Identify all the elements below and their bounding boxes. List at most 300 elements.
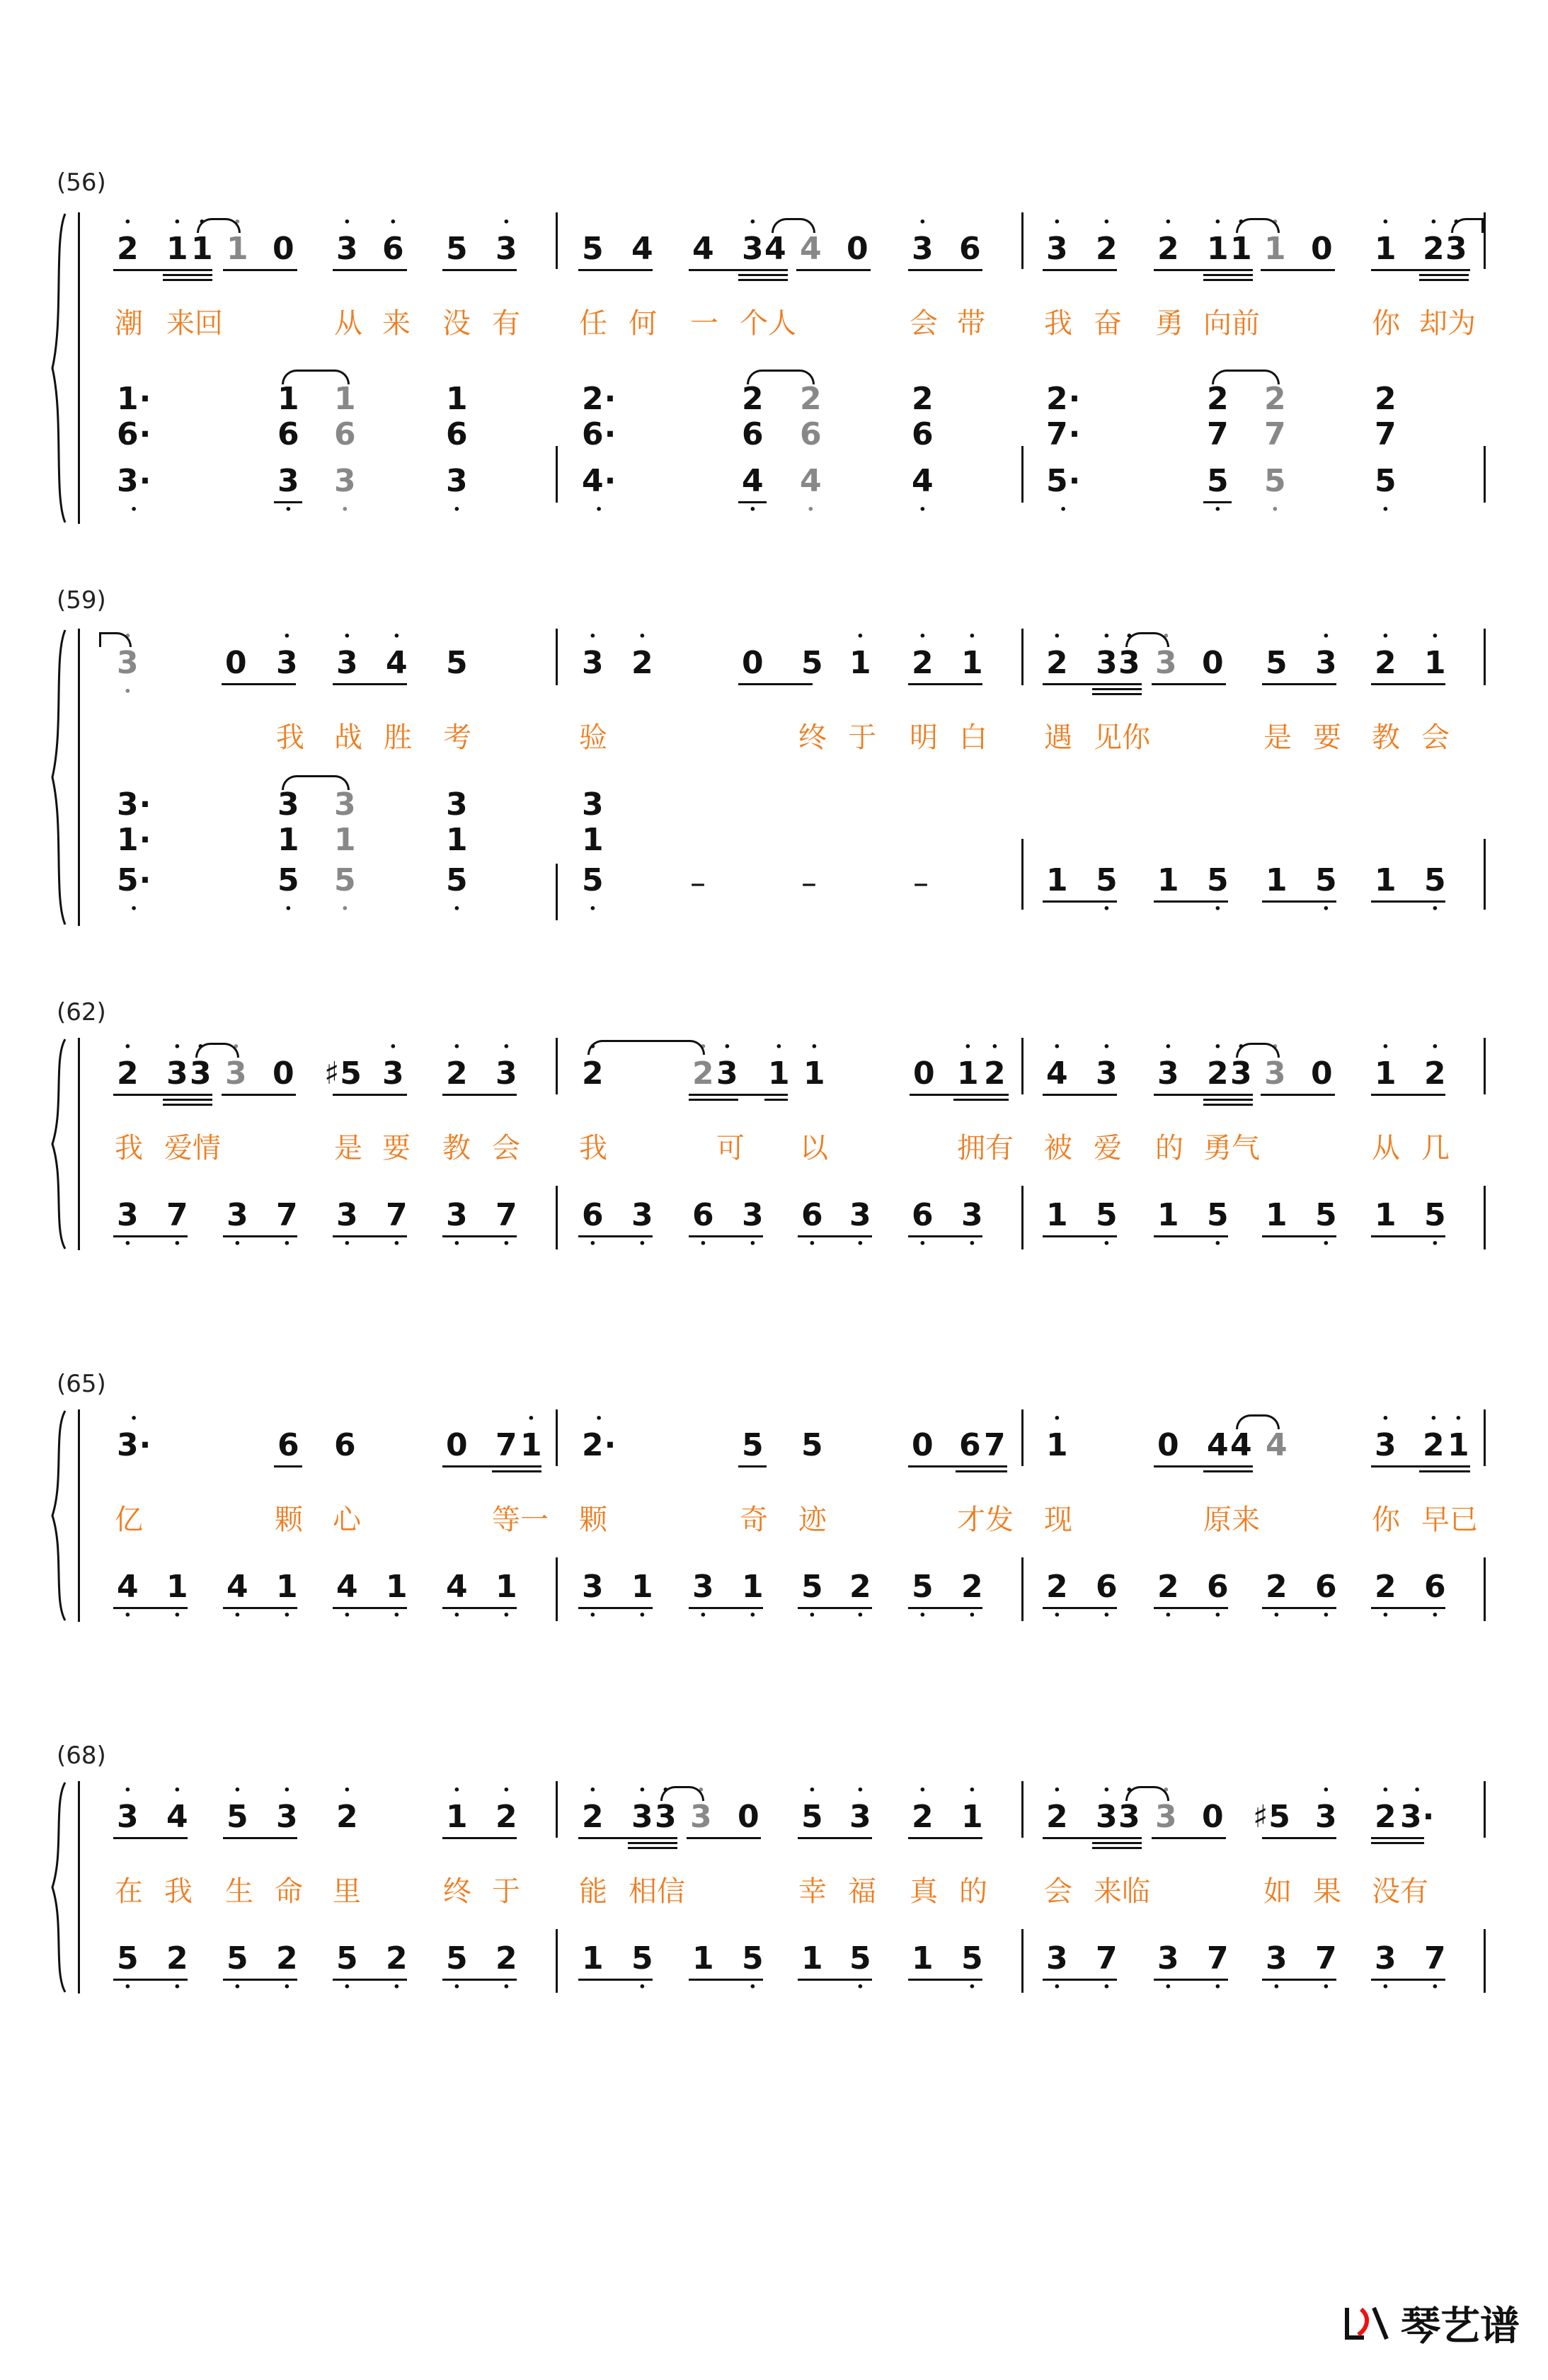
note: 4 [1266, 1427, 1288, 1463]
lyric: 勇 [1155, 307, 1183, 340]
beam [796, 269, 871, 271]
beam [1419, 279, 1469, 281]
bass-note: 1 • [276, 1572, 299, 1603]
lyric: 爱情 [164, 1132, 221, 1165]
note: 5 [582, 231, 604, 267]
lyric: 会 [1044, 1875, 1072, 1908]
note: • 3 [117, 1802, 139, 1833]
bass-note: 5 • [1315, 1200, 1338, 1231]
beam [163, 1104, 212, 1106]
note: • 2 [446, 1058, 469, 1089]
beam [163, 1099, 212, 1101]
note: • 2 [1157, 234, 1180, 265]
bass-row [0, 1940, 1548, 1986]
bass-note: 1 • [495, 1572, 518, 1603]
tie [1236, 1414, 1280, 1429]
beam [333, 1607, 407, 1609]
beam [113, 1607, 188, 1609]
lyric: 带 [957, 307, 985, 340]
beam [689, 269, 788, 271]
lyric: 原来 [1203, 1504, 1260, 1536]
lyric: 终 [443, 1875, 471, 1908]
bass-note: 2 [1207, 381, 1229, 417]
note: • 3· [1400, 1802, 1435, 1833]
bass-note: 6 [277, 416, 300, 452]
bass-row [0, 1569, 1548, 1614]
bass-note: 2 • [1046, 1572, 1069, 1603]
bass-note: 3 • [1046, 1943, 1069, 1974]
system-68 [0, 1741, 1548, 2010]
note: • 1 [1264, 234, 1287, 265]
beam [956, 1470, 1007, 1472]
lyrics-row [0, 1869, 1548, 1911]
note: 4 [1230, 1427, 1253, 1463]
beam [908, 683, 982, 685]
note: • 2 [631, 648, 654, 679]
note: 0 [913, 1055, 936, 1092]
bass-note: 1 [1157, 1197, 1180, 1233]
lyric: 你 [1372, 1504, 1400, 1536]
beam [689, 1979, 763, 1981]
lyric: 个人 [740, 307, 796, 340]
bass-note: 1 [1266, 862, 1288, 898]
note: • 2 [1424, 1058, 1447, 1089]
lyric: 教 [442, 1132, 471, 1165]
beam [1262, 1607, 1336, 1609]
bass-note: 1 [582, 1940, 604, 1976]
tie [1125, 632, 1169, 647]
bass-note: 3· • [117, 466, 151, 497]
lyric: 有 [492, 307, 520, 340]
note: • 6 [382, 234, 405, 265]
bass-note: 7 [1207, 416, 1229, 452]
beam [1154, 1979, 1228, 1981]
bass-note: 5 • [1207, 1200, 1229, 1231]
bass-note: 5 • [227, 1943, 249, 1974]
bass-note: 4· • [582, 466, 617, 497]
lyric: 没有 [1372, 1875, 1428, 1908]
beam [113, 1979, 188, 1981]
beam [798, 1837, 872, 1839]
note: • 3 [495, 234, 518, 265]
bass-note: 3 • [334, 466, 357, 497]
bass-note: 2· [1046, 381, 1082, 417]
lyric: 里 [333, 1875, 361, 1908]
bass-note: 5 • [336, 1943, 359, 1974]
bass-note: 3 • [446, 1200, 469, 1231]
bass-note: 1 [446, 822, 469, 858]
note: 0 [273, 1055, 295, 1092]
melody-row [0, 1799, 1548, 1844]
note: 6 [959, 231, 982, 267]
lyrics-row [0, 301, 1548, 343]
beam [1203, 274, 1253, 276]
beam [1203, 279, 1253, 281]
bass-note: 3 • [1157, 1943, 1180, 1974]
dash: – [690, 865, 706, 901]
bass-note: 5 • [446, 865, 469, 896]
bass-row-bottom [0, 463, 1548, 508]
note: 4 [764, 231, 787, 267]
beam [1203, 501, 1232, 503]
lyric: 被 [1044, 1132, 1072, 1165]
beam [908, 1465, 1007, 1468]
beam [1154, 1607, 1228, 1609]
tie [747, 370, 815, 384]
beam [442, 1235, 517, 1237]
note: • 4 [386, 648, 408, 679]
bass-note: 7 [1264, 416, 1287, 452]
bass-note: 7 • [386, 1200, 408, 1231]
tie [282, 775, 350, 790]
bass-note: 5 • [1207, 466, 1229, 497]
note: • 1 [1207, 234, 1229, 265]
beam [1371, 1979, 1445, 1981]
lyric: 拥有 [957, 1132, 1014, 1165]
note: • 3 [1445, 234, 1468, 265]
beam [1262, 1979, 1336, 1981]
lyric: 见你 [1094, 721, 1150, 754]
beam [1152, 683, 1226, 685]
lyric: 从 [334, 307, 362, 340]
beam [738, 279, 788, 281]
bass-note: 4 • [117, 1572, 139, 1603]
beam [1371, 1235, 1445, 1237]
beam [223, 1607, 297, 1609]
lyric: 我 [115, 1132, 143, 1165]
bass-note: 1 [1046, 1197, 1069, 1233]
note: 0 [225, 645, 248, 681]
tie [282, 370, 350, 384]
bass-note: 2 • [1266, 1572, 1288, 1603]
note: 0 [1202, 1799, 1225, 1835]
tie [587, 1040, 705, 1055]
bass-note: 1 [334, 381, 357, 417]
bass-row-mid [0, 822, 1548, 867]
note: • 3 [1375, 1430, 1397, 1461]
beam [223, 1979, 297, 1981]
bass-note: 1 [334, 822, 357, 858]
beam [689, 1235, 763, 1237]
lyric: 奇 [740, 1504, 768, 1536]
bass-note: 5 • [912, 1572, 934, 1603]
bass-note: 5 • [1424, 1200, 1447, 1231]
bass-note: 1 [1266, 1197, 1288, 1233]
note: • 3 [1230, 1058, 1253, 1089]
bass-note: 6 • [801, 1200, 824, 1231]
note: 0 [1202, 645, 1225, 681]
beam [1419, 1470, 1470, 1472]
lyric: 向前 [1203, 307, 1260, 340]
note: 0 [1311, 231, 1334, 267]
measure-number: (62) [57, 998, 106, 1026]
lyric: 迹 [798, 1504, 827, 1536]
melody-row [0, 645, 1548, 690]
beam [910, 1094, 1009, 1096]
tie [1236, 218, 1280, 233]
beam [1371, 1094, 1445, 1096]
beam [578, 1979, 653, 1981]
beam [953, 1099, 1009, 1101]
lyric: 等一 [492, 1504, 549, 1536]
note: • 2 [1046, 1802, 1069, 1833]
note: • 2 [1046, 648, 1069, 679]
note: • 4 [1046, 1058, 1069, 1089]
note: • 2 [984, 1058, 1007, 1089]
beam [1152, 1837, 1226, 1839]
note: • 3 [276, 648, 299, 679]
lyric: 的 [1155, 1132, 1183, 1165]
lyric: 我 [276, 721, 304, 754]
bass-note: 3 • [692, 1572, 715, 1603]
dash: – [913, 865, 929, 901]
lyric: 没 [442, 307, 471, 340]
bass-note: 1 • [631, 1572, 654, 1603]
note: • 2 [1375, 1802, 1397, 1833]
lyric: 来 [382, 307, 411, 340]
note: • 1 [166, 234, 189, 265]
note: • 3 [336, 234, 359, 265]
lyric: 于 [848, 721, 876, 754]
note: • 1 [768, 1058, 791, 1089]
bass-note: 1 [277, 381, 300, 417]
bass-note: 3 • [117, 1200, 139, 1231]
lyric: 颗 [275, 1504, 303, 1536]
bass-note: 3· [117, 786, 152, 823]
note: • 3 [631, 1802, 654, 1833]
note: • 4 [166, 1802, 189, 1833]
beam [1203, 1099, 1253, 1101]
note: • 1 [803, 1058, 826, 1089]
lyric: 现 [1044, 1504, 1072, 1536]
note: 5 [801, 645, 824, 681]
beam [1043, 1979, 1117, 1981]
lyric: 明 [910, 721, 938, 754]
note: • 2 [117, 234, 139, 265]
note: 0 [446, 1427, 469, 1463]
bass-note: 6· [117, 416, 152, 452]
lyric: 考 [443, 721, 471, 754]
note: • 1 [957, 1058, 980, 1089]
beam [1092, 1842, 1142, 1844]
note: • 3 [225, 1058, 248, 1089]
lyric: 才发 [957, 1504, 1014, 1536]
lyric: 颗 [579, 1504, 607, 1536]
note: 0 [847, 231, 869, 267]
beam [1371, 683, 1445, 685]
note: 6 [277, 1427, 300, 1463]
bass-note: 3 • [336, 1200, 359, 1231]
lyric: 能 [579, 1875, 607, 1908]
bass-note: 1 [582, 822, 604, 858]
bass-note: 1 [1157, 862, 1180, 898]
bass-note: 5 • [961, 1943, 984, 1974]
lyric: 任 [579, 307, 607, 340]
bass-note: 3 • [277, 466, 300, 497]
bass-note: 5· • [1046, 466, 1081, 497]
beam [578, 269, 653, 271]
beam [442, 1979, 517, 1981]
beam [798, 1979, 872, 1981]
dash: – [801, 865, 817, 901]
note: • 2 [582, 1802, 604, 1833]
beam [113, 1094, 212, 1096]
bass-note: 2 • [166, 1943, 189, 1974]
site-logo [1343, 2295, 1520, 2352]
bass-note: 7 • [276, 1200, 299, 1231]
beam [908, 269, 982, 271]
beam [1262, 1837, 1336, 1839]
lyric: 你 [1372, 307, 1400, 340]
beam [908, 1607, 982, 1609]
beam [1043, 900, 1117, 903]
tie [195, 1043, 239, 1058]
bass-note: 1 • [386, 1572, 408, 1603]
beam [1154, 269, 1253, 271]
bass-note: 4 • [227, 1572, 249, 1603]
bass-note: 1 [277, 822, 300, 858]
note: • 1 [1375, 234, 1397, 265]
bass-note: 6· [582, 416, 617, 452]
note: • 3 [190, 1058, 212, 1089]
note: • 3 [382, 1058, 405, 1089]
system-56 [0, 163, 1548, 517]
note: • 5 [227, 1802, 249, 1833]
system-62 [0, 998, 1548, 1267]
note: 0 [1157, 1427, 1180, 1463]
bass-note: 2 • [849, 1572, 872, 1603]
lyric: 在 [115, 1875, 143, 1908]
beam [1043, 1094, 1117, 1096]
note: 5 [446, 645, 469, 681]
bass-note: 3 • [227, 1200, 249, 1231]
bass-note: 5 • [631, 1943, 654, 1974]
bass-note: 5 • [801, 1572, 824, 1603]
beam [274, 1465, 302, 1468]
beam [113, 1837, 188, 1839]
beam [1043, 1837, 1142, 1839]
lyric: 战 [334, 721, 362, 754]
bass-note: 6 • [582, 1200, 604, 1231]
bass-note: 4 • [446, 1572, 469, 1603]
beam [1371, 1607, 1445, 1609]
bass-note: 3 • [631, 1200, 654, 1231]
beam [163, 274, 212, 276]
beam [1043, 1235, 1117, 1237]
melody-row [0, 1427, 1548, 1472]
note: • 2 [692, 1058, 715, 1089]
beam [492, 1470, 541, 1472]
beam [1261, 269, 1335, 271]
beam [1154, 1235, 1228, 1237]
note: 0 [912, 1427, 934, 1463]
beam [1261, 1094, 1335, 1096]
bass-note: 2 [800, 381, 822, 417]
bass-note: 3 [446, 786, 469, 823]
note: • 3 [1046, 234, 1069, 265]
bass-note: 6 [912, 416, 934, 452]
bass-note: 5 • [446, 1943, 469, 1974]
lyric: 要 [1313, 721, 1341, 754]
bass-note: 6 • [1315, 1572, 1338, 1603]
beam [333, 1235, 407, 1237]
note: • 1 [446, 1802, 469, 1833]
note: • 3 [1157, 1058, 1180, 1089]
note: • 3 [742, 234, 764, 265]
beam [1154, 1094, 1253, 1096]
note: • 1 [1230, 234, 1253, 265]
bass-note: 3 • [1375, 1943, 1397, 1974]
beam [1371, 900, 1445, 903]
beam [1092, 688, 1142, 690]
lyric: 我 [579, 1132, 607, 1165]
note: • 2 [1375, 648, 1397, 679]
beam [798, 1235, 872, 1237]
tie [1236, 1043, 1280, 1058]
bass-note: 2 • [495, 1943, 518, 1974]
measure-number: (68) [57, 1741, 106, 1770]
bass-note: 5 • [1424, 865, 1447, 896]
lyric: 我 [164, 1875, 193, 1908]
bass-note: 3 • [1266, 1943, 1288, 1974]
beam [1154, 900, 1228, 903]
melody-row [0, 1055, 1548, 1101]
note: • 3 [1315, 1802, 1338, 1833]
bass-note: 1· [117, 822, 152, 858]
note: • 2 [117, 1058, 139, 1089]
lyric: 生 [225, 1875, 253, 1908]
bass-note: 3 [277, 786, 300, 823]
measure-number: (65) [57, 1370, 106, 1398]
beam [333, 1979, 407, 1981]
note: • 2 [336, 1802, 359, 1833]
bass-note: 6 [334, 416, 357, 452]
lyric: 相信 [629, 1875, 685, 1908]
lyric: 爱 [1094, 1132, 1122, 1165]
note: • 1 [191, 234, 214, 265]
beam [222, 683, 296, 685]
beam [738, 274, 788, 276]
bass-note: 7 • [495, 1200, 518, 1231]
lyrics-row [0, 715, 1548, 757]
logo-mark-icon [1343, 2304, 1392, 2343]
lyric: 真 [910, 1875, 938, 1908]
lyric: 会 [492, 1132, 520, 1165]
beam [578, 1235, 653, 1237]
lyrics-row [0, 1497, 1548, 1540]
note: • 2 [912, 1802, 934, 1833]
bass-note: 5· • [117, 865, 151, 896]
beam [223, 1837, 297, 1839]
lyric: 遇 [1044, 721, 1072, 754]
beam [689, 1607, 763, 1609]
bass-row-bottom [0, 862, 1548, 908]
lyric: 于 [492, 1875, 520, 1908]
tie [772, 218, 815, 233]
note: • 3 • [117, 648, 139, 679]
bass-note: 5 • [1096, 1200, 1118, 1231]
lyric: 却为 [1419, 307, 1476, 340]
bass-note: 1 [692, 1940, 715, 1976]
note: 0 [1311, 1055, 1334, 1092]
note: • 3· [117, 1430, 151, 1461]
bass-note: 5 • [849, 1943, 872, 1974]
beam [442, 1094, 517, 1096]
bass-note: 4 • [800, 466, 822, 497]
beam [1371, 1465, 1470, 1468]
note: • 2 [1096, 234, 1118, 265]
beam [1203, 1104, 1253, 1106]
